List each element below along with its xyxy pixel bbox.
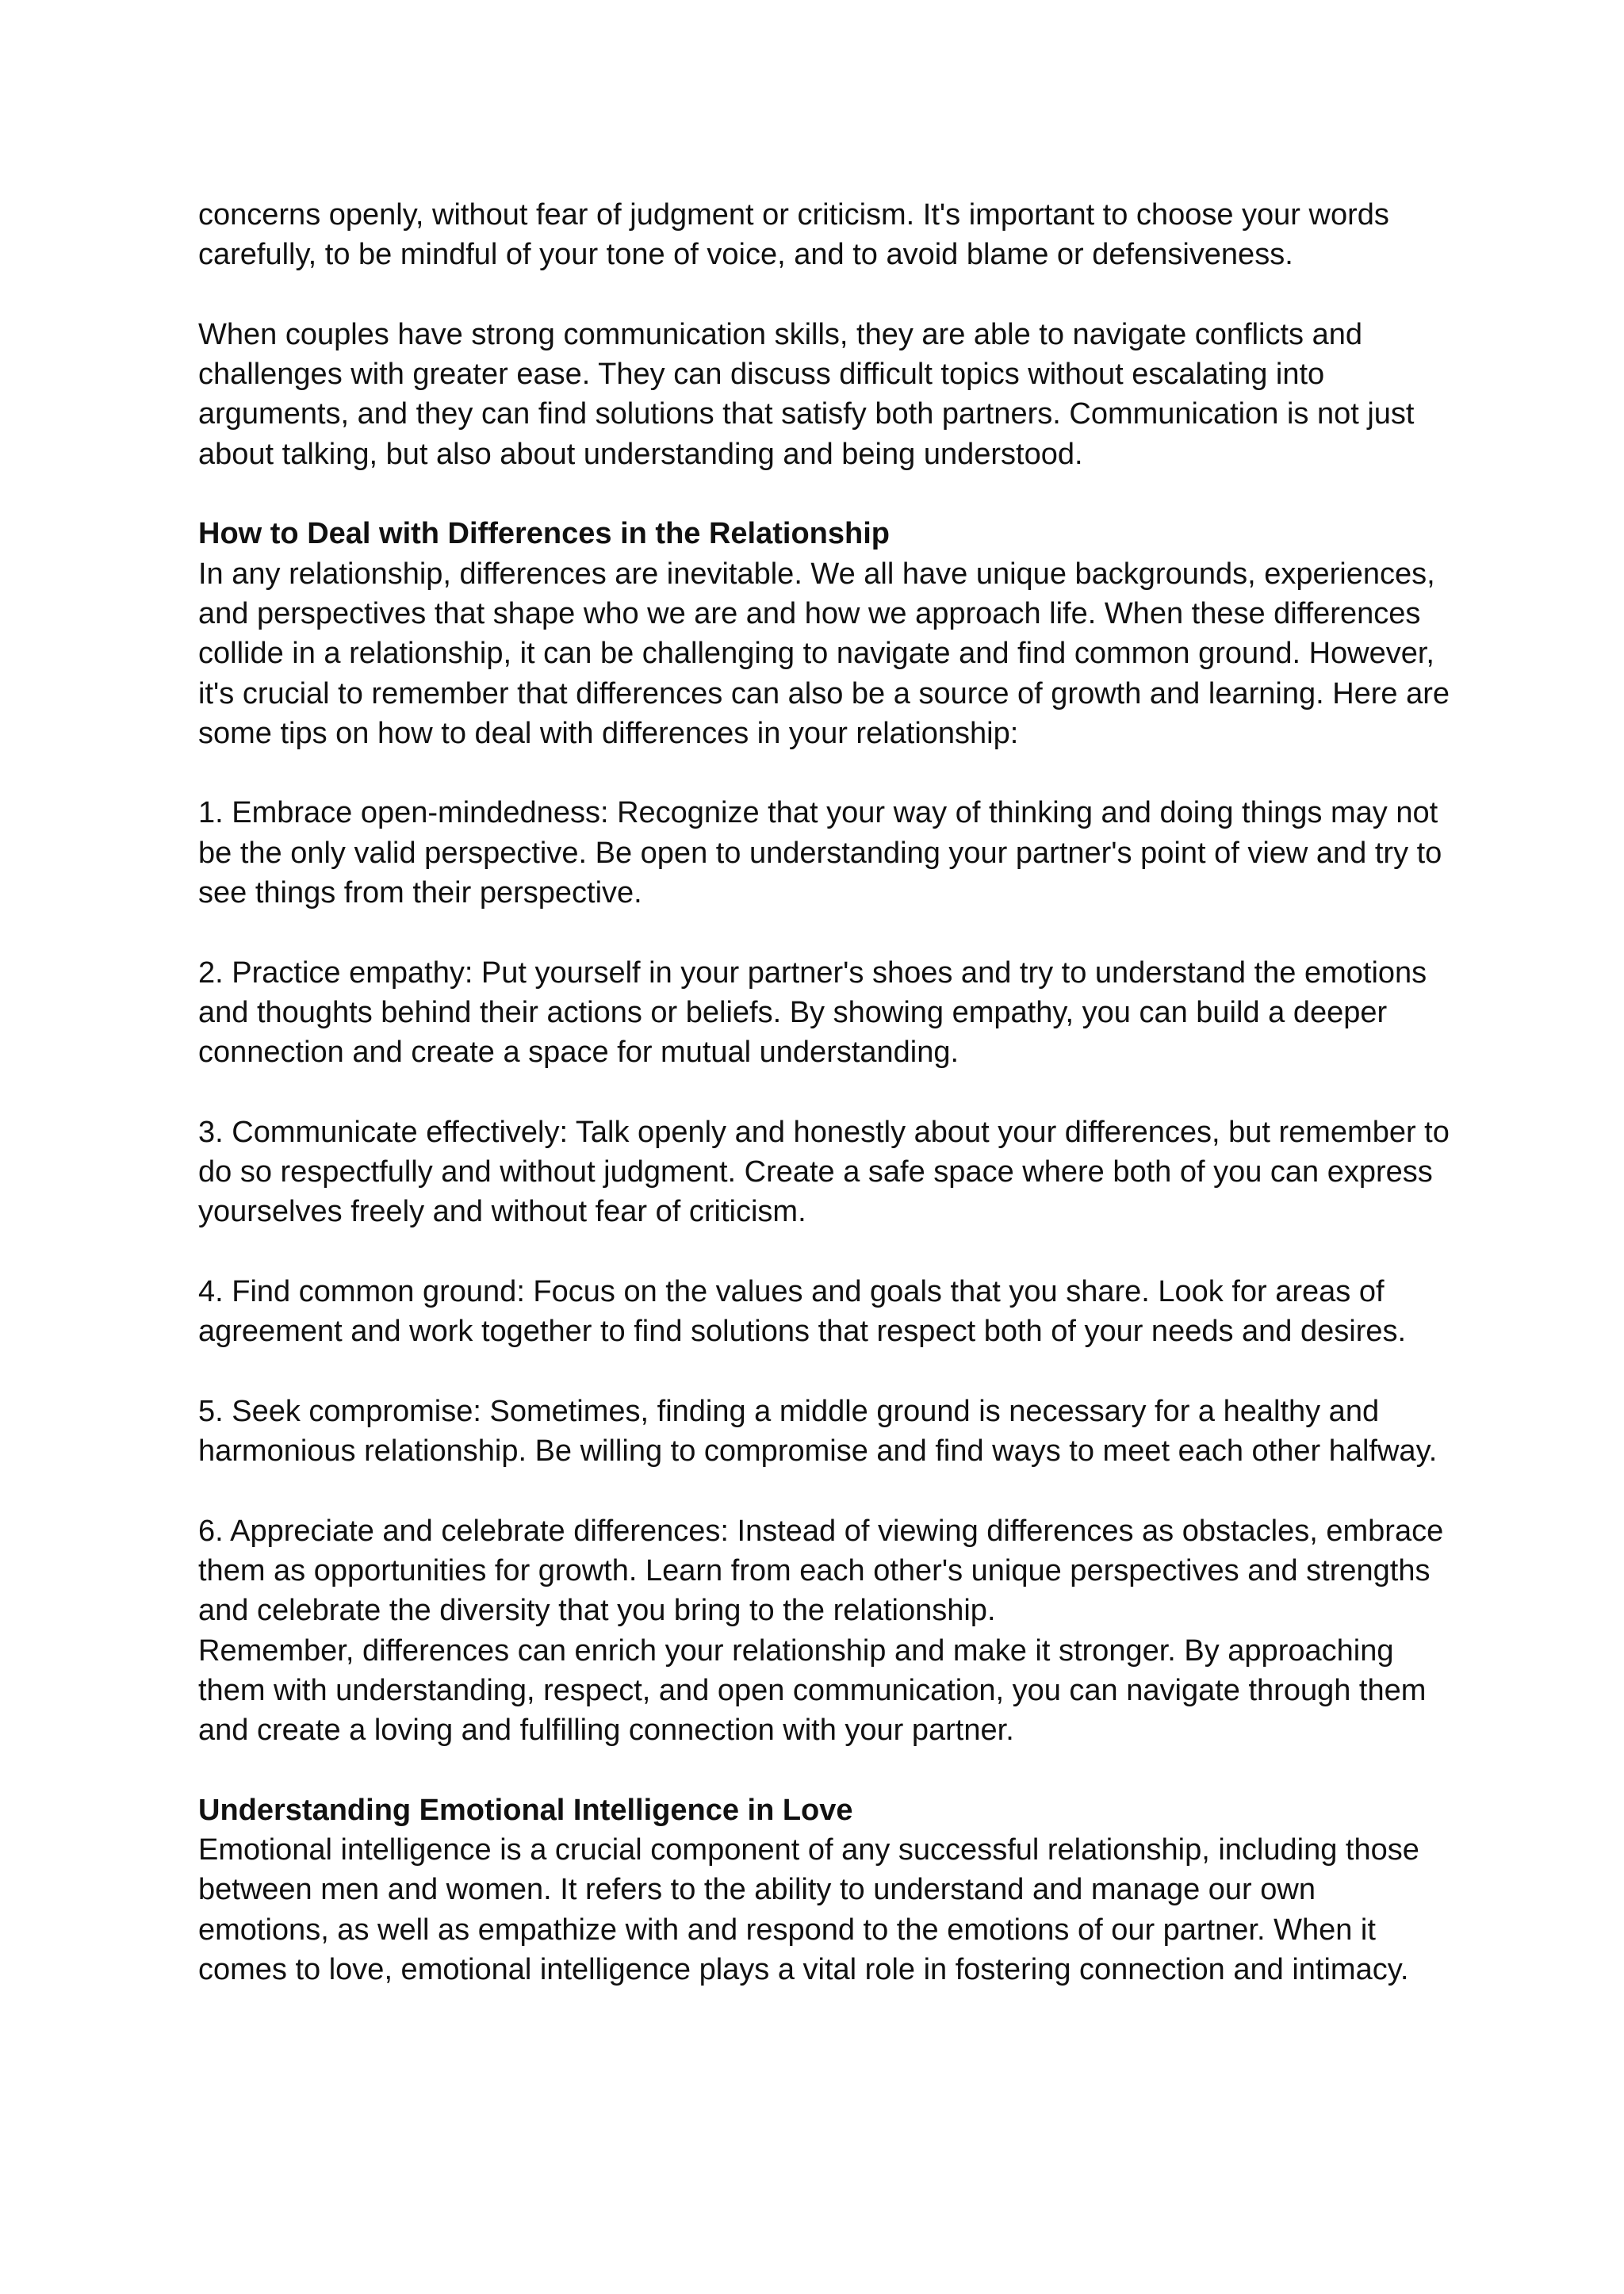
paragraph-spacer	[198, 275, 1451, 315]
body-paragraph: When couples have strong communication skills, they are able to navigate conflicts and challenges with greater ease. They can discuss difficult topics without escalating into arguments, and they can find solutions that satisfy both partners. Communication is not just about talking, but also about understanding and being understood.	[198, 317, 1415, 471]
paragraph-spacer	[198, 1232, 1451, 1272]
section-intro: In any relationship, differences are inevitable. We all have unique backgrounds, experiences, and perspectives that shape who we are and how we approach life. When these differences collide in a relationship, it can be challenging to navigate and find common ground. However, it's crucial to remember that differences can also be a source of growth and learning. Here are some tips on how to deal with differences in your relationship:	[198, 557, 1450, 750]
paragraph-spacer	[198, 753, 1451, 793]
body-paragraph: concerns openly, without fear of judgment or criticism. It's important to choose your words carefully, to be mindful of your tone of voice, and to avoid blame or defensiveness.	[198, 198, 1389, 272]
section-closing: Remember, differences can enrich your relationship and make it stronger. By approaching them with understanding, respect, and open communication, you can navigate through them and create a loving and fulfilling connection with your partner.	[198, 1633, 1427, 1748]
paragraph-spacer	[198, 1073, 1451, 1113]
tip-item: 1. Embrace open-mindedness: Recognize that your way of thinking and doing things may not be the only valid perspective. Be open to understanding your partner's point of view and try to see things from their perspective.	[198, 796, 1442, 910]
section-intro: Emotional intelligence is a crucial component of any successful relationship, including those between men and women. It refers to the ability to understand and manage our own emotions, as well as empathize with and respond to the emotions of our partner. When it comes to love, emotional intelligence plays a vital role in fostering connection and intimacy.	[198, 1833, 1419, 1987]
section-heading: Understanding Emotional Intelligence in Love	[198, 1793, 853, 1827]
section-heading: How to Deal with Differences in the Relationship	[198, 517, 890, 551]
paragraph-spacer	[198, 1472, 1451, 1511]
tip-item: 5. Seek compromise: Sometimes, finding a middle ground is necessary for a healthy and harmonious relationship. Be willing to compromise and find ways to meet each other halfway.	[198, 1394, 1438, 1469]
paragraph-spacer	[198, 913, 1451, 952]
paragraph-spacer	[198, 474, 1451, 514]
paragraph-spacer	[198, 1352, 1451, 1392]
tip-item: 4. Find common ground: Focus on the values and goals that you share. Look for areas of agreement and work together to find solutions that respect both of your needs and desires.	[198, 1275, 1407, 1349]
document-body	[198, 195, 1451, 1990]
tip-item: 6. Appreciate and celebrate differences: Instead of viewing differences as obstacles, embrace them as opportunities for growth. Learn from each other's unique perspectives and strengths and celebrate the diversity that you bring to the relationship.	[198, 1514, 1444, 1628]
tip-item: 2. Practice empathy: Put yourself in your partner's shoes and try to understand the emotions and thoughts behind their actions or beliefs. By showing empathy, you can build a deeper connection and create a space for mutual understanding.	[198, 956, 1427, 1070]
tip-item: 3. Communicate effectively: Talk openly and honestly about your differences, but remember to do so respectfully and without judgment. Create a safe space where both of you can express yourselves freely and without fear of criticism.	[198, 1115, 1450, 1229]
paragraph-spacer	[198, 1751, 1451, 1790]
